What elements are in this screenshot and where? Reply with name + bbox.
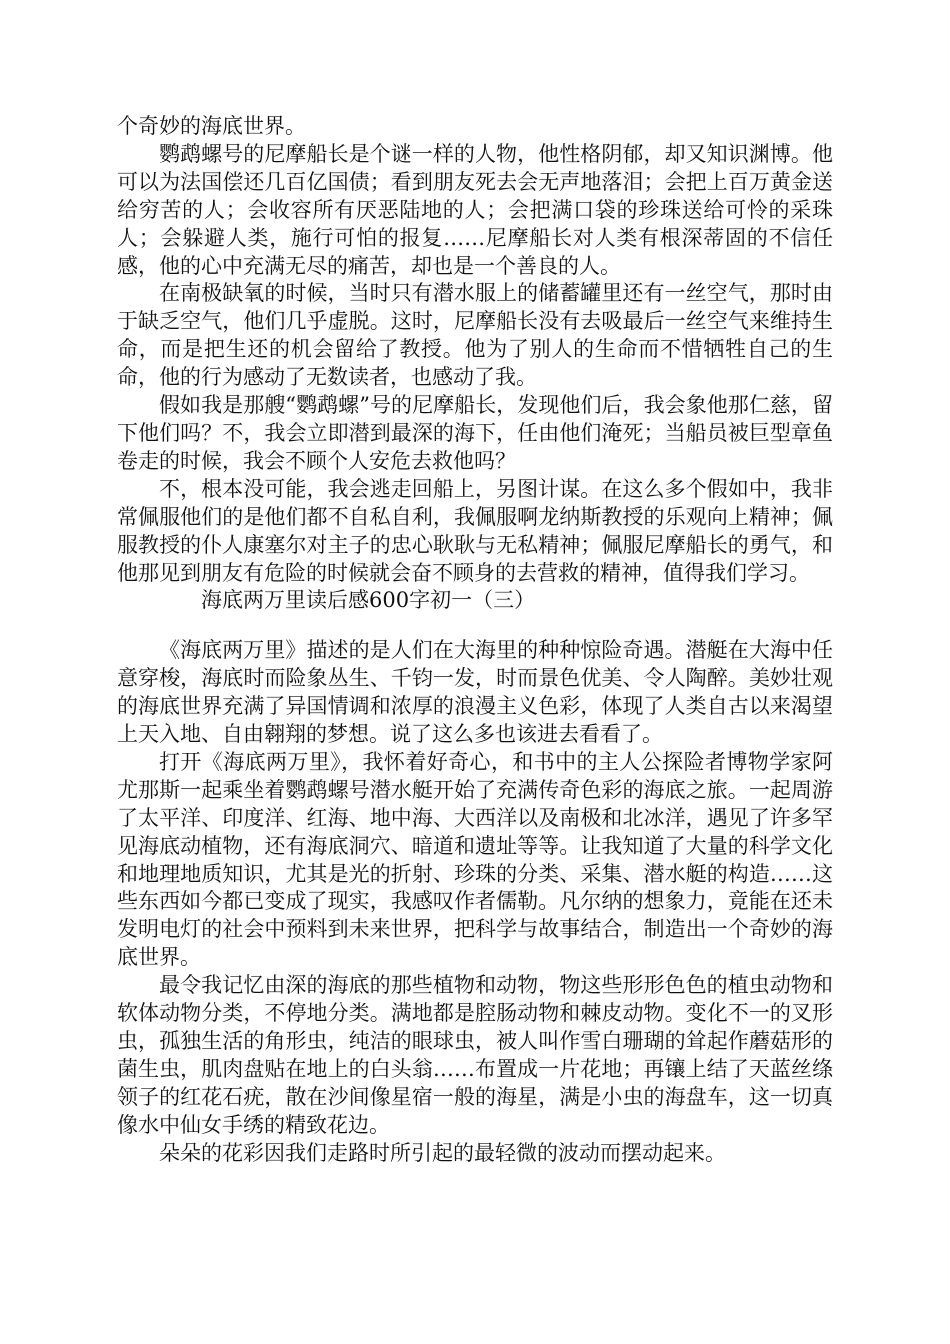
document-page — [117, 113, 833, 1168]
section-heading: 海底两万里读后感600字初一（三） — [201, 588, 536, 613]
paragraph: 假如我是那艘“鹦鹉螺”号的尼摩船长，发现他们后，我会象他那仁慈，留下他们吗？不，我会立即潜到最深的海下，任由他们淹死；当船员被巨型章鱼卷走的时候，我会不顾个人安危去救他吗？ — [117, 393, 833, 473]
paragraph: 《海底两万里》描述的是人们在大海里的种种惊险奇遇。潜艇在大海中任意穿梭，海底时而险象丛生、千钧一发，时而景色优美、令人陶醉。美妙壮观的海底世界充满了异国情调和浓厚的浪漫主义色彩，体现了人类自古以来渴望上天入地、自由翱翔的梦想。说了这么多也该进去看看了。 — [117, 638, 833, 747]
paragraph: 打开《海底两万里》，我怀着好奇心，和书中的主人公探险者博物学家阿尤那斯一起乘坐着鹦鹉螺号潜水艇开始了充满传奇色彩的海底之旅。一起周游了太平洋、印度洋、红海、地中海、大西洋以及南极和北冰洋，遇见了许多罕见海底动植物，还有海底洞穴、暗道和遗址等等。让我知道了大量的科学文化和地理地质知识，尤其是光的折射、珍珠的分类、采集、潜水艇的构造……这些东西如今都已变成了现实，我感叹作者儒勒。凡尔纳的想象力，竟能在还未发明电灯的社会中预料到未来世界，把科学与故事结合，制造出一个奇妙的海底世界。 — [117, 749, 833, 970]
section-spacer — [117, 615, 833, 637]
paragraph: 不，根本没可能，我会逃走回船上，另图计谋。在这么多个假如中，我非常佩服他们的是他们都不自私自利，我佩服啊龙纳斯教授的乐观向上精神；佩服教授的仆人康塞尔对主子的忠心耿耿与无私精神；佩服尼摩船长的勇气，和他那见到朋友有危险的时候就会奋不顾身的去营救的精神，值得我们学习。 — [117, 476, 833, 585]
paragraph: 朵朵的花彩因我们走路时所引起的最轻微的波动而摆动起来。 — [159, 1140, 726, 1165]
paragraph-continuation: 个奇妙的海底世界。 — [117, 114, 306, 138]
paragraph: 鹦鹉螺号的尼摩船长是个谜一样的人物，他性格阴郁，却又知识渊博。他可以为法国偿还几百亿国债；看到朋友死去会无声地落泪；会把上百万黄金送给穷苦的人；会收容所有厌恶陆地的人；会把满口袋的珍珠送给可怜的采珠人；会躲避人类，施行可怕的报复……尼摩船长对人类有根深蒂固的不信任感，他的心中充满无尽的痛苦，却也是一个善良的人。 — [117, 141, 833, 278]
paragraph: 在南极缺氧的时候，当时只有潜水服上的储蓄罐里还有一丝空气，那时由于缺乏空气，他们几乎虚脱。这时，尼摩船长没有去吸最后一丝空气来维持生命，而是把生还的机会留给了教授。他为了别人的生命而不惜牺牲自己的生命，他的行为感动了无数读者，也感动了我。 — [117, 281, 833, 390]
paragraph: 最令我记忆由深的海底的那些植物和动物，物这些形形色色的植虫动物和软体动物分类，不停地分类。满地都是腔肠动物和棘皮动物。变化不一的叉形虫，孤独生活的角形虫，纯洁的眼球虫，被人叫作雪白珊瑚的耸起作蘑菇形的菌生虫，肌肉盘贴在地上的白头翁……布置成一片花地；再镶上结了天蓝丝绦领子的红花石疣，散在沙间像星宿一般的海星，满是小虫的海盘车，这一切真像水中仙女手绣的精致花边。 — [117, 973, 833, 1137]
